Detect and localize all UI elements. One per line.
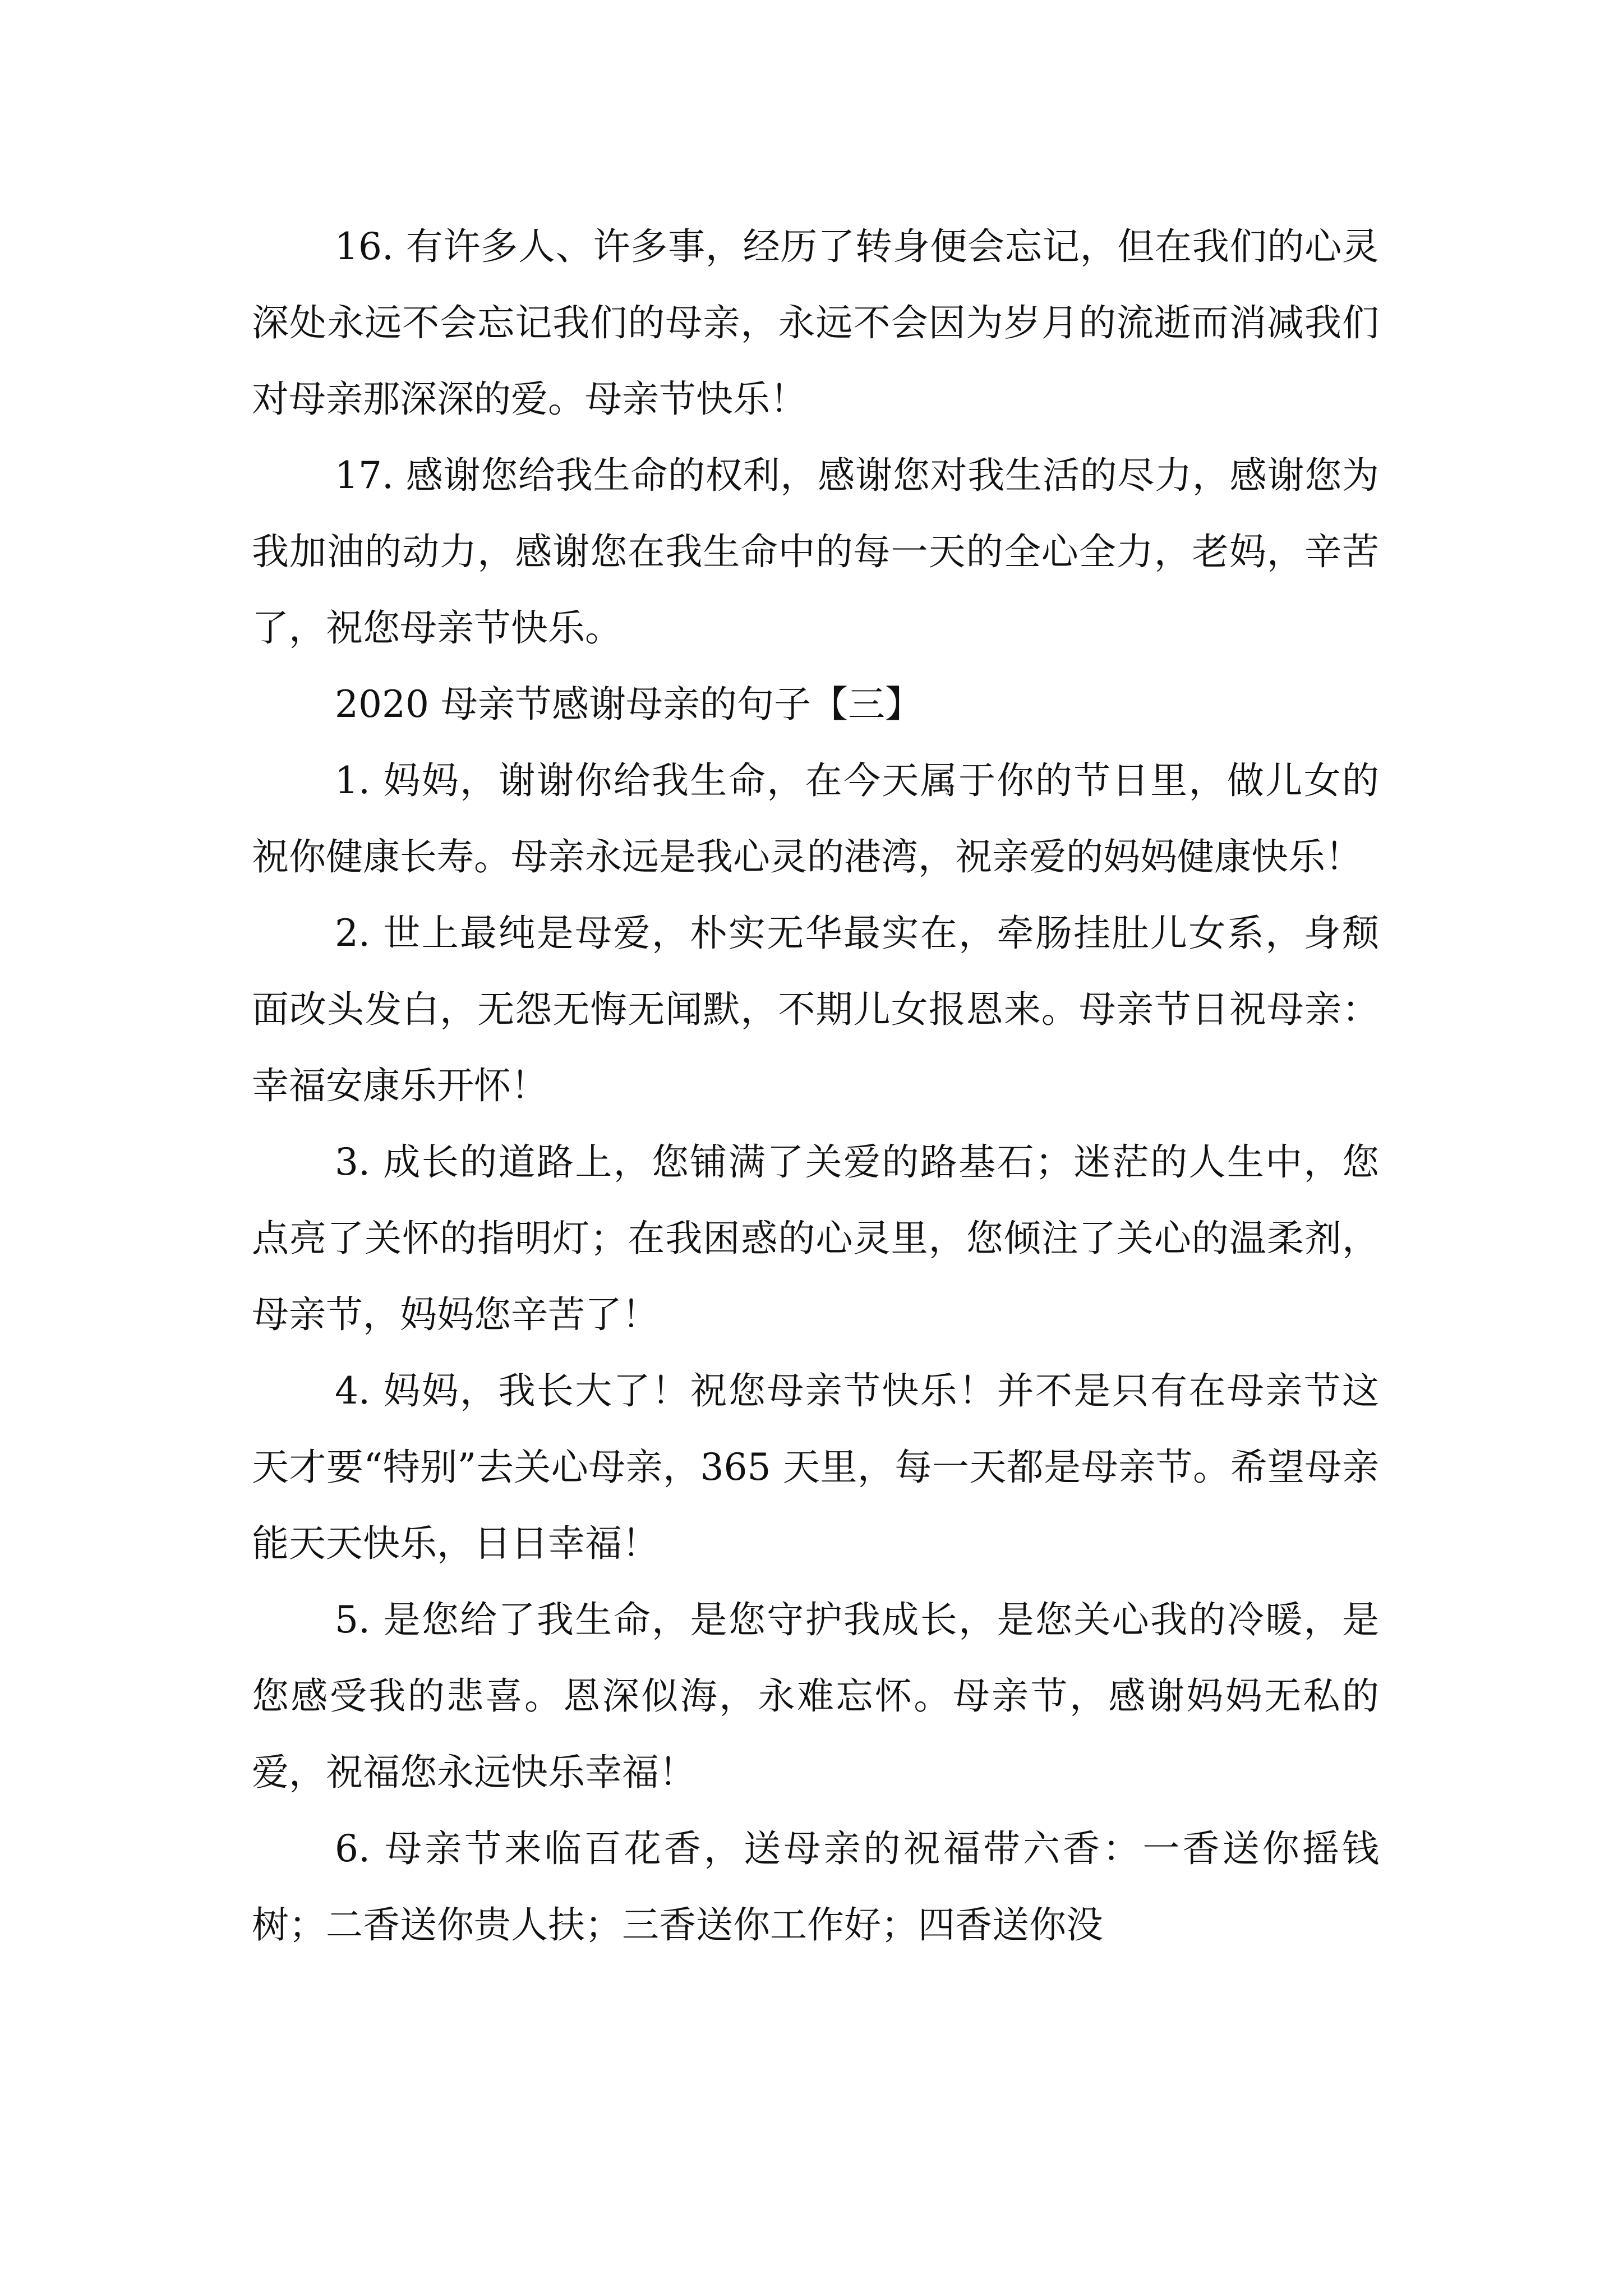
paragraph-5: 5. 是您给了我生命，是您守护我成长，是您关心我的冷暖，是您感受我的悲喜。恩深似海，永难忘怀。母亲节，感谢妈妈无私的爱，祝福您永远快乐幸福！	[252, 1598, 1379, 1794]
paragraph-6: 6. 母亲节来临百花香，送母亲的祝福带六香：一香送你摇钱树；二香送你贵人扶；三香送你工作好；四香送你没	[252, 1827, 1379, 1947]
paragraph-1: 1. 妈妈，谢谢你给我生命，在今天属于你的节日里，做儿女的祝你健康长寿。母亲永远是我心灵的港湾，祝亲爱的妈妈健康快乐！	[252, 759, 1379, 878]
paragraph-3: 3. 成长的道路上，您铺满了关爱的路基石；迷茫的人生中，您点亮了关怀的指明灯；在我困惑的心灵里，您倾注了关心的温柔剂，母亲节，妈妈您辛苦了！	[252, 1140, 1379, 1336]
section-heading: 2020 母亲节感谢母亲的句子【三】	[335, 683, 922, 726]
paragraph-17: 17. 感谢您给我生命的权利，感谢您对我生活的尽力，感谢您为我加油的动力，感谢您在我生命中的每一天的全心全力，老妈，辛苦了，祝您母亲节快乐。	[252, 454, 1379, 650]
paragraph-4: 4. 妈妈，我长大了！祝您母亲节快乐！并不是只有在母亲节这天才要“特别”去关心母亲，365 天里，每一天都是母亲节。希望母亲能天天快乐，日日幸福！	[252, 1369, 1379, 1565]
paragraph-2: 2. 世上最纯是母爱，朴实无华最实在，牵肠挂肚儿女系，身颓面改头发白，无怨无悔无闻默，不期儿女报恩来。母亲节日祝母亲：幸福安康乐开怀！	[252, 912, 1379, 1107]
paragraph-16: 16. 有许多人、许多事，经历了转身便会忘记，但在我们的心灵深处永远不会忘记我们的母亲，永远不会因为岁月的流逝而消减我们对母亲那深深的爱。母亲节快乐！	[252, 225, 1379, 421]
document-body	[252, 209, 1379, 1963]
